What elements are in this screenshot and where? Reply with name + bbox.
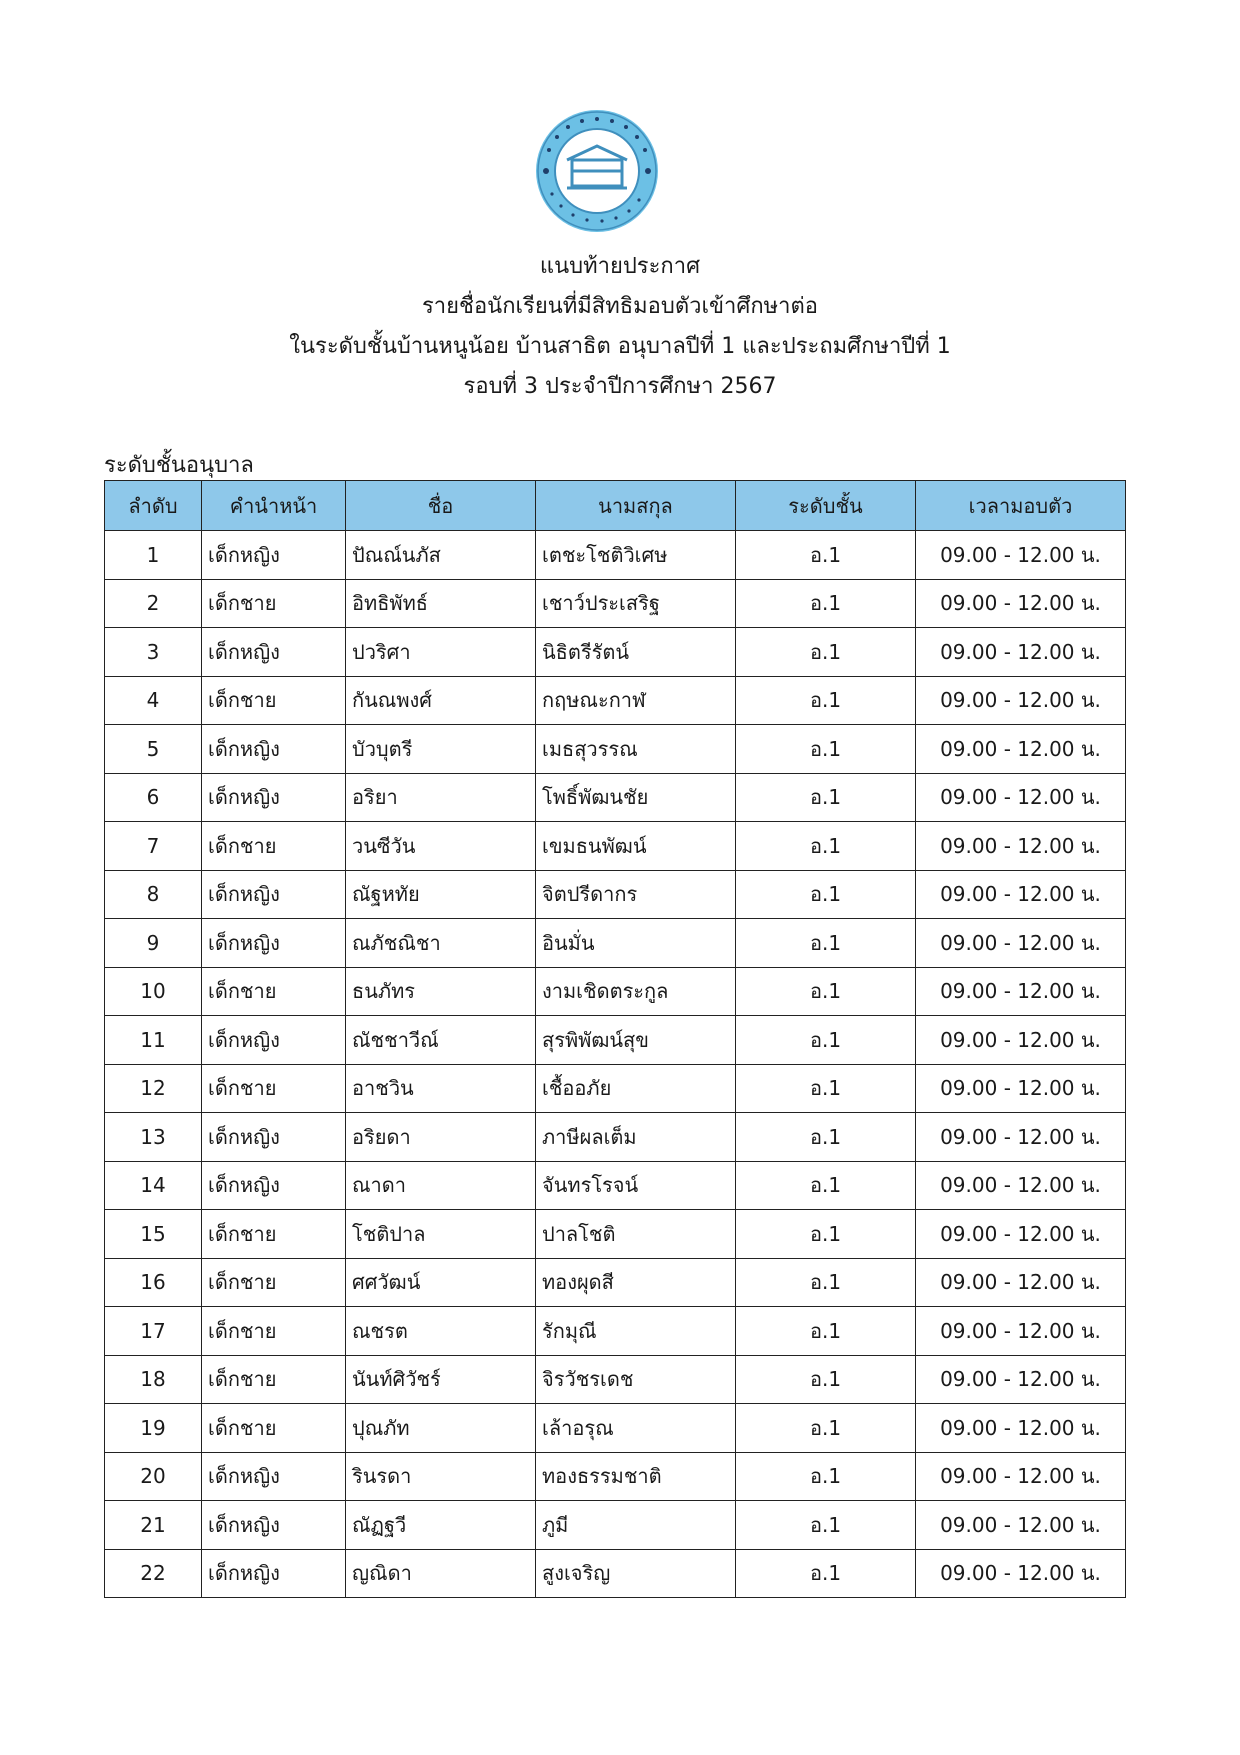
cell-prefix: เด็กชาย: [202, 1307, 346, 1356]
cell-prefix: เด็กชาย: [202, 1210, 346, 1259]
cell-level: อ.1: [736, 919, 916, 968]
cell-last-name: จิตปรีดากร: [536, 870, 736, 919]
cell-level: อ.1: [736, 1307, 916, 1356]
cell-level: อ.1: [736, 531, 916, 580]
cell-first-name: ศศวัฒน์: [346, 1258, 536, 1307]
cell-level: อ.1: [736, 676, 916, 725]
table-row: [105, 676, 1126, 725]
table-row: [105, 870, 1126, 919]
cell-time: 09.00 - 12.00 น.: [916, 676, 1126, 725]
cell-level: อ.1: [736, 1016, 916, 1065]
cell-prefix: เด็กชาย: [202, 1355, 346, 1404]
cell-time: 09.00 - 12.00 น.: [916, 579, 1126, 628]
table-row: [105, 1016, 1126, 1065]
cell-last-name: จิรวัชรเดช: [536, 1355, 736, 1404]
cell-level: อ.1: [736, 628, 916, 677]
cell-no: 21: [105, 1501, 202, 1550]
cell-first-name: อาชวิน: [346, 1064, 536, 1113]
cell-no: 11: [105, 1016, 202, 1065]
cell-time: 09.00 - 12.00 น.: [916, 1161, 1126, 1210]
table-row: [105, 919, 1126, 968]
cell-prefix: เด็กหญิง: [202, 1161, 346, 1210]
cell-first-name: ณัฏฐวี: [346, 1501, 536, 1550]
cell-prefix: เด็กชาย: [202, 1064, 346, 1113]
cell-prefix: เด็กหญิง: [202, 628, 346, 677]
cell-first-name: ปัณณ์นภัส: [346, 531, 536, 580]
table-row: [105, 1355, 1126, 1404]
col-header-no: ลำดับ: [105, 481, 202, 531]
table-row: [105, 1307, 1126, 1356]
cell-last-name: เขมธนพัฒน์: [536, 822, 736, 871]
cell-last-name: จันทรโรจน์: [536, 1161, 736, 1210]
table-row: [105, 773, 1126, 822]
cell-prefix: เด็กหญิง: [202, 773, 346, 822]
cell-level: อ.1: [736, 1210, 916, 1259]
cell-prefix: เด็กชาย: [202, 579, 346, 628]
cell-level: อ.1: [736, 1064, 916, 1113]
table-row: [105, 967, 1126, 1016]
cell-level: อ.1: [736, 870, 916, 919]
cell-first-name: บัวบุตรี: [346, 725, 536, 774]
col-header-prefix: คำนำหน้า: [202, 481, 346, 531]
cell-time: 09.00 - 12.00 น.: [916, 1549, 1126, 1598]
section-title: ระดับชั้นอนุบาล: [104, 453, 254, 478]
table-row: [105, 1113, 1126, 1162]
cell-prefix: เด็กหญิง: [202, 870, 346, 919]
cell-last-name: รักมุณี: [536, 1307, 736, 1356]
col-header-first-name: ชื่อ: [346, 481, 536, 531]
cell-time: 09.00 - 12.00 น.: [916, 1258, 1126, 1307]
cell-time: 09.00 - 12.00 น.: [916, 1016, 1126, 1065]
cell-last-name: ภาษีผลเต็ม: [536, 1113, 736, 1162]
cell-first-name: ปุณภัท: [346, 1404, 536, 1453]
announcement-line-2: รายชื่อนักเรียนที่มีสิทธิมอบตัวเข้าศึกษาต่อ: [421, 294, 819, 319]
cell-no: 7: [105, 822, 202, 871]
cell-level: อ.1: [736, 773, 916, 822]
cell-time: 09.00 - 12.00 น.: [916, 1501, 1126, 1550]
cell-time: 09.00 - 12.00 น.: [916, 725, 1126, 774]
cell-prefix: เด็กหญิง: [202, 919, 346, 968]
cell-first-name: ปวริศา: [346, 628, 536, 677]
cell-level: อ.1: [736, 1549, 916, 1598]
cell-level: อ.1: [736, 1404, 916, 1453]
cell-no: 2: [105, 579, 202, 628]
cell-no: 10: [105, 967, 202, 1016]
table-row: [105, 1404, 1126, 1453]
table-row: [105, 1258, 1126, 1307]
cell-no: 5: [105, 725, 202, 774]
cell-first-name: ญณิดา: [346, 1549, 536, 1598]
cell-time: 09.00 - 12.00 น.: [916, 1064, 1126, 1113]
announcement-line-4: รอบที่ 3 ประจำปีการศึกษา 2567: [463, 374, 777, 399]
cell-prefix: เด็กหญิง: [202, 531, 346, 580]
cell-last-name: เล้าอรุณ: [536, 1404, 736, 1453]
cell-no: 17: [105, 1307, 202, 1356]
table-row: [105, 822, 1126, 871]
cell-level: อ.1: [736, 1258, 916, 1307]
cell-time: 09.00 - 12.00 น.: [916, 1210, 1126, 1259]
cell-no: 18: [105, 1355, 202, 1404]
school-seal-icon: [534, 108, 660, 234]
cell-level: อ.1: [736, 1161, 916, 1210]
cell-no: 22: [105, 1549, 202, 1598]
cell-prefix: เด็กหญิง: [202, 1549, 346, 1598]
cell-first-name: ณัฐหทัย: [346, 870, 536, 919]
cell-no: 8: [105, 870, 202, 919]
cell-level: อ.1: [736, 579, 916, 628]
cell-last-name: นิธิตรีรัตน์: [536, 628, 736, 677]
cell-level: อ.1: [736, 1452, 916, 1501]
cell-level: อ.1: [736, 725, 916, 774]
cell-first-name: ณัชชาวีณ์: [346, 1016, 536, 1065]
table-row: [105, 531, 1126, 580]
cell-time: 09.00 - 12.00 น.: [916, 531, 1126, 580]
cell-time: 09.00 - 12.00 น.: [916, 628, 1126, 677]
cell-time: 09.00 - 12.00 น.: [916, 1113, 1126, 1162]
cell-prefix: เด็กหญิง: [202, 1501, 346, 1550]
cell-time: 09.00 - 12.00 น.: [916, 967, 1126, 1016]
cell-prefix: เด็กชาย: [202, 1258, 346, 1307]
cell-prefix: เด็กหญิง: [202, 1113, 346, 1162]
table-row: [105, 1064, 1126, 1113]
announcement-line-3: ในระดับชั้นบ้านหนูน้อย บ้านสาธิต อนุบาลปีที่ 1 และประถมศึกษาปีที่ 1: [289, 334, 951, 359]
cell-first-name: อริยา: [346, 773, 536, 822]
cell-last-name: เมธสุวรรณ: [536, 725, 736, 774]
cell-no: 3: [105, 628, 202, 677]
cell-first-name: ณภัชณิชา: [346, 919, 536, 968]
cell-time: 09.00 - 12.00 น.: [916, 773, 1126, 822]
cell-time: 09.00 - 12.00 น.: [916, 1404, 1126, 1453]
cell-time: 09.00 - 12.00 น.: [916, 1452, 1126, 1501]
cell-last-name: สูงเจริญ: [536, 1549, 736, 1598]
cell-time: 09.00 - 12.00 น.: [916, 822, 1126, 871]
cell-last-name: ภูมี: [536, 1501, 736, 1550]
cell-last-name: โพธิ์พัฒนชัย: [536, 773, 736, 822]
cell-time: 09.00 - 12.00 น.: [916, 1307, 1126, 1356]
cell-prefix: เด็กชาย: [202, 822, 346, 871]
cell-no: 12: [105, 1064, 202, 1113]
cell-no: 1: [105, 531, 202, 580]
cell-no: 9: [105, 919, 202, 968]
cell-no: 15: [105, 1210, 202, 1259]
cell-last-name: ทองธรรมชาติ: [536, 1452, 736, 1501]
cell-no: 20: [105, 1452, 202, 1501]
cell-last-name: ทองผุดสี: [536, 1258, 736, 1307]
cell-first-name: กันณพงศ์: [346, 676, 536, 725]
cell-first-name: อิทธิพัทธ์: [346, 579, 536, 628]
student-table: [104, 480, 1126, 1598]
table-row: [105, 628, 1126, 677]
cell-time: 09.00 - 12.00 น.: [916, 870, 1126, 919]
cell-last-name: งามเชิดตระกูล: [536, 967, 736, 1016]
table-row: [105, 1452, 1126, 1501]
cell-first-name: ธนภัทร: [346, 967, 536, 1016]
cell-last-name: ปาลโชติ: [536, 1210, 736, 1259]
col-header-last-name: นามสกุล: [536, 481, 736, 531]
cell-first-name: อริยดา: [346, 1113, 536, 1162]
cell-first-name: ณาดา: [346, 1161, 536, 1210]
cell-no: 16: [105, 1258, 202, 1307]
cell-no: 13: [105, 1113, 202, 1162]
table-row: [105, 1161, 1126, 1210]
announcement-line-1: แนบท้ายประกาศ: [539, 254, 701, 279]
cell-prefix: เด็กหญิง: [202, 725, 346, 774]
cell-first-name: รินรดา: [346, 1452, 536, 1501]
table-row: [105, 1210, 1126, 1259]
cell-level: อ.1: [736, 1501, 916, 1550]
cell-time: 09.00 - 12.00 น.: [916, 919, 1126, 968]
cell-level: อ.1: [736, 822, 916, 871]
table-row: [105, 1549, 1126, 1598]
cell-prefix: เด็กชาย: [202, 1404, 346, 1453]
cell-prefix: เด็กหญิง: [202, 1016, 346, 1065]
cell-no: 14: [105, 1161, 202, 1210]
cell-level: อ.1: [736, 1113, 916, 1162]
col-header-time: เวลามอบตัว: [916, 481, 1126, 531]
cell-level: อ.1: [736, 967, 916, 1016]
col-header-level: ระดับชั้น: [736, 481, 916, 531]
cell-last-name: กฤษณะกาฬ: [536, 676, 736, 725]
cell-last-name: เชาว์ประเสริฐ: [536, 579, 736, 628]
cell-last-name: เตชะโชติวิเศษ: [536, 531, 736, 580]
cell-level: อ.1: [736, 1355, 916, 1404]
cell-first-name: โชติปาล: [346, 1210, 536, 1259]
cell-first-name: วนซีวัน: [346, 822, 536, 871]
cell-last-name: เชื้ออภัย: [536, 1064, 736, 1113]
cell-prefix: เด็กชาย: [202, 676, 346, 725]
cell-last-name: อินมั่น: [536, 919, 736, 968]
table-row: [105, 1501, 1126, 1550]
cell-last-name: สุรพิพัฒน์สุข: [536, 1016, 736, 1065]
table-row: [105, 725, 1126, 774]
cell-first-name: ณชรต: [346, 1307, 536, 1356]
table-row: [105, 579, 1126, 628]
cell-first-name: นันท์ศิวัชร์: [346, 1355, 536, 1404]
cell-time: 09.00 - 12.00 น.: [916, 1355, 1126, 1404]
cell-no: 19: [105, 1404, 202, 1453]
table-header-row: [105, 481, 1126, 531]
cell-no: 4: [105, 676, 202, 725]
cell-prefix: เด็กหญิง: [202, 1452, 346, 1501]
cell-no: 6: [105, 773, 202, 822]
cell-prefix: เด็กชาย: [202, 967, 346, 1016]
